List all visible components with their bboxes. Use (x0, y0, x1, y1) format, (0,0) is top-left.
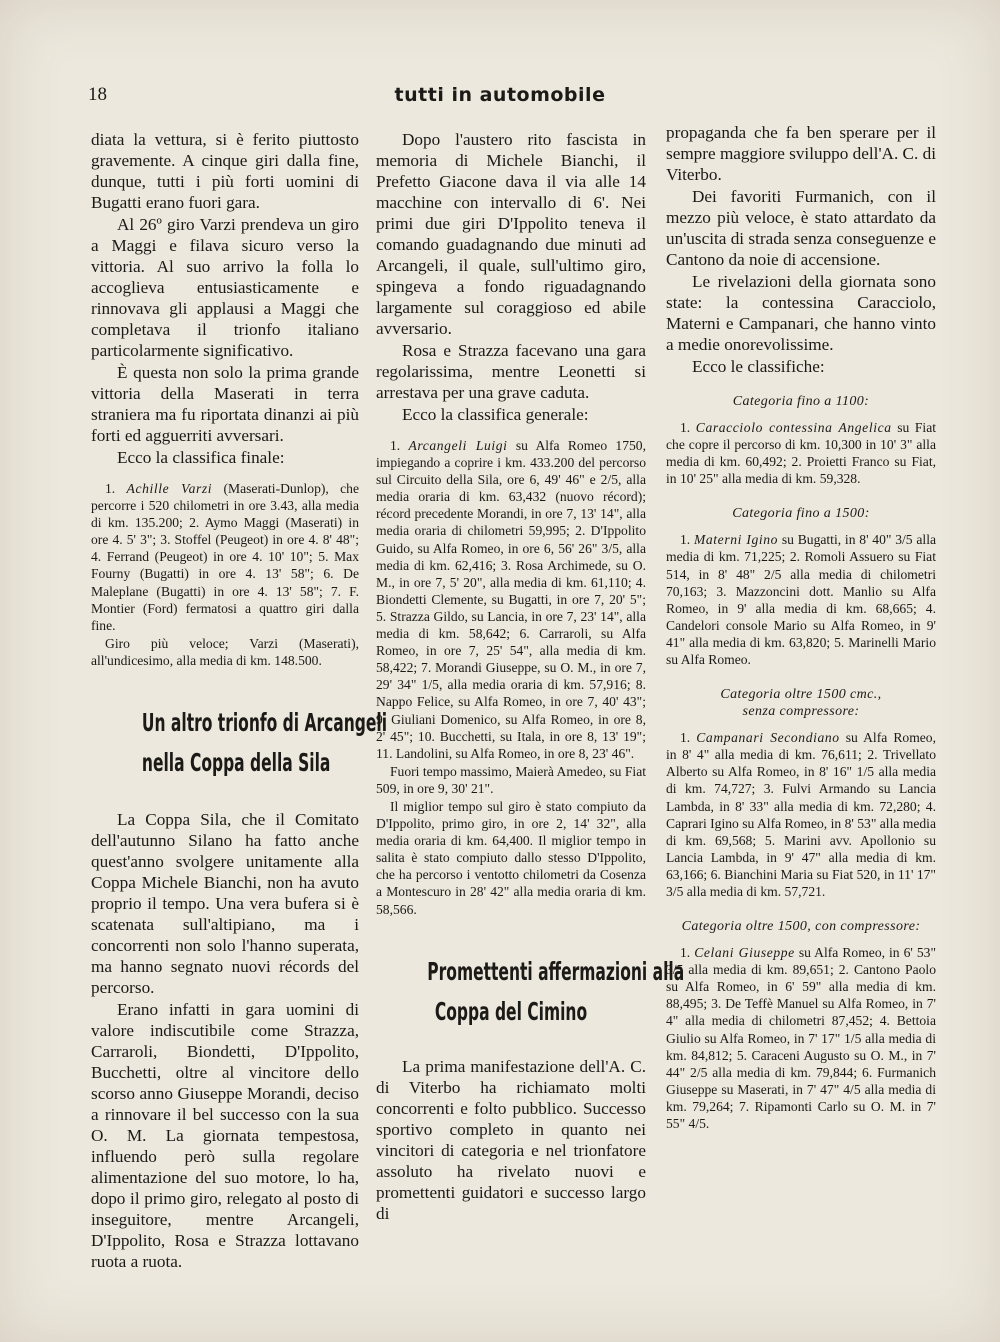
paragraph: È questa non solo la prima grande vittoria della Maserati in terra straniera ma fu riportata dinanzi ai più forti ed agguerriti avversari. (91, 363, 359, 445)
paragraph: Rosa e Strazza facevano una gara regolarissima, mentre Leonetti si arrestava per una grave caduta. (376, 341, 646, 402)
article-title-line: Coppa del Cimino (434, 996, 588, 1026)
winner-name: Celani Giuseppe (694, 945, 795, 961)
paragraph: Le rivelazioni della giornata sono state: la contessina Caracciolo, Materni e Campanari, che hanno vinto a medie onorevolissime. (666, 272, 936, 354)
winner-name: Caracciolo contessina Angelica (695, 420, 892, 435)
category-heading: senza compressore: (742, 704, 860, 720)
paragraph-small: Fuori tempo massimo, Maierà Amedeo, su Fiat 509, in ore 9, 30' 21". (376, 763, 646, 796)
paragraph: Dei favoriti Furmanich, con il mezzo più veloce, è stato attardato da un'uscita di strada senza conseguenze e Cantono da noie di accensione. (666, 187, 936, 269)
paragraph: diata la vettura, si è ferito piuttosto gravemente. A cinque giri dalla fine, dunque, tutti i più forti uomini di Bugatti erano fuori gara. (91, 130, 359, 212)
paragraph: Al 26º giro Varzi prendeva un giro a Maggi e filava sicuro verso la vittoria. Al suo arrivo la folla lo accoglieva entusiasticamente e rinnovava gli applausi a Maggi che completava il trionfo italiano particolarmente significativo. (91, 215, 359, 360)
category-results: 1. Materni Igino su Bugatti, in 8' 40" 3/5 alla media di km. 71,225; 2. Romoli Assuero su Fiat 514, in 8' 48" 2/5 alla media di chilometri 70,163; 3. Mazzoncini dott. Manlio su Alfa Romeo, in 9' alla media di km. 68,665; 4. Candelori console Mario su Alfa Romeo, in 9' 41" alla media di km. 63,820; 5. Marinelli Mario su Alfa Romeo. (666, 532, 937, 668)
column-2 (376, 122, 685, 1224)
page-number: 18 (88, 84, 107, 105)
category-results: 1. Campanari Secondiano su Alfa Romeo, in 8' 4" alla media di km. 76,611; 2. Trivellato Alberto su Alfa Romeo, in 8' 16" 1/5 alla media di km. 74,727; 3. Fulvi Armando su Lancia Lambda, in 8' 33" alla media di km. 72,280; 4. Caprari Igino su Alfa Romeo, in 8' 53" alla media di km. 69,568; 5. Marini avv. Apollonio su Lancia Lambda, in 9' 47" alla media di km. 63,166; 6. Bianchini Maria su Fiat 520, in 11' 17" 3/5 alla media di km. 57,721. (666, 730, 936, 899)
running-title: tutti in automobile (394, 84, 606, 106)
paragraph: La Coppa Sila, che il Comitato dell'autunno Silano ha fatto anche quest'anno svolgere unitamente alla Coppa Michele Bianchi, non ha avuto proprio il tempo. Una vera bufera si è scatenata sull'altipiano, ma i concorrenti non solo l'hanno superata, ma hanno segnato nuovi récords del percorso. (91, 810, 359, 998)
winner-name: Arcangeli Luigi (408, 438, 508, 453)
article-title-line: nella Coppa della Sila (141, 748, 331, 778)
category-heading: Categoria fino a 1500: (732, 506, 870, 522)
paragraph: Ecco le classifiche: (692, 357, 825, 376)
paragraph: La prima manifestazione dell'A. C. di Viterbo ha richiamato molti concorrenti e folto pubblico. Successo sportivo completo in quanto nei vincitori di categoria e nel trionfatore assoluto ha rivelato nuovi e promettenti guidatori e successo largo di (376, 1056, 646, 1223)
category-results: 1. Caracciolo contessina Angelica su Fiat che copre il percorso di km. 10,300 in 10' 3" alla media di km. 60,492; 2. Proietti Franco su Fiat, in 10' 25" alla media di km. 59,328. (666, 420, 937, 487)
column-1 (91, 122, 388, 1272)
category-results: 1. Celani Giuseppe su Alfa Romeo, in 6' 53" 3/5 alla media di km. 89,651; 2. Cantono Paolo su Alfa Romeo, in 6' 59" alla media di km. 88,495; 3. De Teffè Manuel su Alfa Romeo, in 7' 4" alla media di chilometri 87,452; 4. Bettoia Giulio su Alfa Romeo, in 7' 17" 1/5 alla media di km. 84,812; 5. Caraceni Augusto su O. M., in 7' 44" 2/5 alla media di km. 79,844; 6. Furmanich Giuseppe su Maserati, in 7' 47" 4/5 alla media di km. 79,264; 7. Ripamonti Carlo su O. M. in 7' 55" 4/5. (666, 945, 937, 1131)
article-title-line: Promettenti affermazioni alla (427, 956, 685, 986)
winner-name: Campanari Secondiano (696, 730, 840, 746)
paragraph: Erano infatti in gara uomini di valore indiscutibile come Strazza, Carraroli, Biondetti, D'Ippolito, Bucchetti, oltre al vincitore dello scorso anno Giuseppe Morandi, deciso a rinnovare il bel successo con la sua O. M. La giornata tempestosa, influendo però sulla regolare alimentazione del suo motore, lo ha, dopo il primo giro, relegato al posto di inseguitore, mentre Arcangeli, D'Ippolito, Rosa e Strazza lottavano ruota a ruota. (91, 1000, 359, 1272)
category-heading: Categoria oltre 1500, con compressore: (681, 919, 921, 935)
winner-name: Achille Varzi (126, 481, 213, 496)
paragraph: Ecco la classifica finale: (117, 448, 285, 467)
paragraph: Dopo l'austero rito fascista in memoria di Michele Bianchi, il Prefetto Giacone dava il via alle 14 macchine con intervallo di 6'. Nei primi due giri D'Ippolito teneva il comando guadagnando due minuti ad Arcangeli, il quale, sull'ultimo giro, spingeva a fondo riguadagnando largamente sul coraggioso ed abile avversario. (376, 130, 646, 338)
fastest-lap-note: Giro più veloce; Varzi (Maserati), all'undicesimo, alla media di km. 148.500. (91, 635, 359, 668)
winner-name: Materni Igino (693, 532, 779, 548)
paragraph-small: Il miglior tempo sul giro è stato compiuto da D'Ippolito, primo giro, in ore 2, 14' 32", alla media oraria di km. 64,400. Il miglior tempo in salita è stato compiuto dallo stesso D'Ippolito, che ha percorso i ventotto chilometri da Cosenza a Montescuro in 28' 42" alla media oraria di km. 58,566. (376, 798, 646, 917)
category-heading: Categoria oltre 1500 cmc., (720, 687, 882, 703)
paragraph: Ecco la classifica generale: (402, 405, 589, 424)
article-title-line: Un altro trionfo di Arcangeli (141, 708, 388, 738)
results-list: 1. Achille Varzi (Maserati-Dunlop), che percorre i 520 chilometri in ore 3.43, alla media di km. 135.200; 2. Aymo Maggi (Maserati) in ore 4. 5' 3"; 3. Stoffel (Peugeot) in ore 4. 8' 48"; 4. Ferrand (Peugeot) in ore 4. 10' 10"; 5. Max Fourny (Bugatti) in ore 4. 13' 58"; 6. De Maleplane (Bugatti) in ore 4. 13' 58"; 7. F. Montier (Ford) fermatosi a quattro giri dalla fine. (91, 481, 360, 633)
results-list: 1. Arcangeli Luigi su Alfa Romeo 1750, impiegando a coprire i km. 433.200 del percorso sul Circuito della Sila, ore 6, 49' 46" e 2/5, alla media oraria di km. 63,432 (nuovo récord); récord precedente Morandi, in ore 7, 13' 14", alla media oraria di chilometri 59,995; 2. D'Ippolito Guido, su Alfa Romeo, in ore 6, 56' 26" 3/5, alla media di km. 62,416; 3. Rosa Archimede, su O. M., in ore 7, 5' 20", alla media di km. 61,110; 4. Biondetti Clemente, su Bugatti, in ore 7, 20' 5"; 5. Strazza Gildo, su Lancia, in ore 7, 23' 14", alla media di km. 58,642; 6. Carraroli, su Alfa Romeo, in ore 7, 25' 54", alla media di km. 58,422; 7. Morandi Giuseppe, su O. M., in ore 7, 29' 34" 1/5, alla media oraria di km. 57,916; 8. Nappo Felice, su Alfa Romeo, in ore 7, 40' 43"; 9. Giuliani Domenico, su Alfa Romeo, in ore 8, 2' 45"; 10. Bucchetti, su Itala, in ore 8, 13' 19"; 11. Landolini, su Alfa Romeo, in ore 8, 23' 46". (376, 438, 646, 761)
category-heading: Categoria fino a 1100: (732, 394, 870, 409)
column-3 (666, 122, 936, 1132)
paragraph: propaganda che fa ben sperare per il sempre maggiore sviluppo dell'A. C. di Viterbo. (666, 123, 936, 184)
